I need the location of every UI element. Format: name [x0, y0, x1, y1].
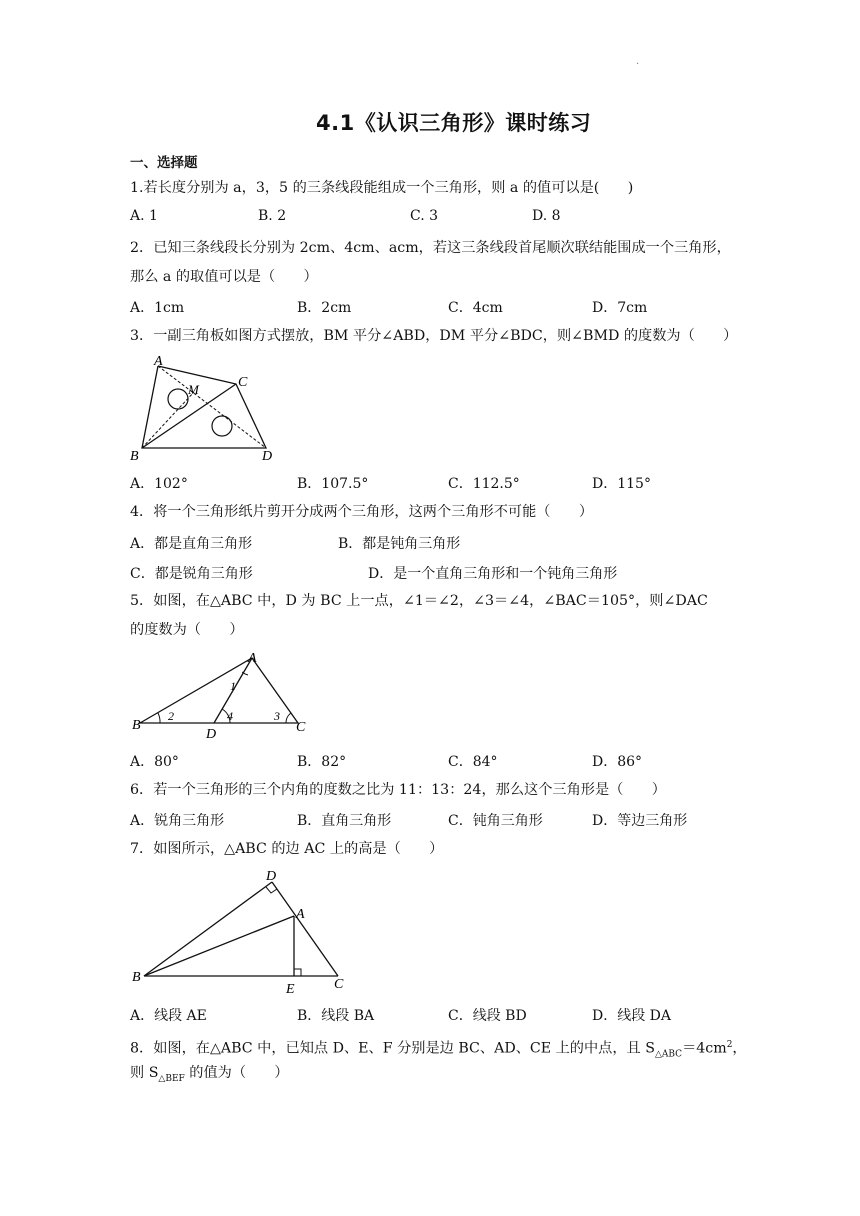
- q5-label-a: A: [248, 651, 257, 666]
- question-3-option-a: A．102°: [130, 476, 188, 492]
- question-2-stem-line2: 那么 a 的取值可以是（ ）: [130, 269, 318, 285]
- q5-label-angle-3: 3: [274, 709, 280, 723]
- question-5-option-a: A．80°: [130, 754, 179, 770]
- question-5-option-b: B．82°: [297, 754, 347, 770]
- question-4-option-a: A．都是直角三角形: [130, 536, 253, 552]
- q8-superscript: 2: [726, 1040, 733, 1050]
- page-title: 4.1《认识三角形》课时练习: [316, 111, 592, 135]
- question-7-option-c: C．线段 BD: [448, 1008, 527, 1024]
- q7-label-e: E: [286, 982, 295, 997]
- question-6-option-b: B．直角三角形: [297, 813, 392, 829]
- question-6-option-c: C．钝角三角形: [448, 813, 543, 829]
- question-6-stem: 6．若一个三角形的三个内角的度数之比为 11：13：24，那么这个三角形是（ ）: [130, 782, 666, 798]
- q7-segment-bd: [144, 882, 272, 976]
- q3-circle-1: [168, 389, 188, 409]
- q3-label-a: A: [154, 354, 163, 369]
- question-3-option-d: D．115°: [592, 476, 651, 492]
- question-8-stem: [130, 1035, 747, 1065]
- question-3-stem: 3．一副三角板如图方式摆放，BM 平分∠ABD，DM 平分∠BDC，则∠BMD 的度数为（ ）: [130, 328, 738, 344]
- q7-label-b: B: [132, 970, 141, 985]
- question-4-option-c: C．都是锐角三角形: [130, 566, 253, 582]
- question-7-option-a: A．线段 AE: [130, 1008, 207, 1024]
- q5-label-d: D: [206, 727, 217, 742]
- question-5-option-d: D．86°: [592, 754, 643, 770]
- question-7-option-d: D．线段 DA: [592, 1008, 672, 1024]
- question-2-option-b: B．2cm: [297, 300, 352, 316]
- question-2-option-c: C．4cm: [448, 300, 503, 316]
- question-7-stem: 7．如图所示，△ABC 的边 AC 上的高是（ ）: [130, 841, 444, 857]
- question-3-figure: [128, 352, 288, 462]
- q3-label-m: M: [188, 382, 199, 397]
- section-heading: 一、选择题: [130, 155, 198, 171]
- question-1-option-d: D. 8: [532, 208, 561, 224]
- question-5-stem-line2: 的度数为（ ）: [130, 622, 244, 638]
- q5-angle-3-arc: [286, 713, 291, 723]
- question-4-option-d: D．是一个直角三角形和一个钝角三角形: [368, 566, 618, 582]
- question-5-figure: [130, 648, 320, 742]
- q3-label-b: B: [130, 449, 139, 462]
- q5-label-b: B: [132, 718, 141, 733]
- q3-circle-2: [212, 416, 232, 436]
- q3-label-c: C: [238, 375, 248, 390]
- question-4-option-b: B．都是钝角三角形: [338, 536, 461, 552]
- question-7-figure: [128, 866, 358, 998]
- question-5-option-c: C．84°: [448, 754, 498, 770]
- question-8-stem-line2: [130, 1063, 289, 1089]
- q5-label-c: C: [296, 720, 306, 735]
- q8-subscript-abc: △ABC: [654, 1049, 683, 1060]
- question-1-option-b: B. 2: [258, 208, 287, 224]
- q8-stem-mid: ＝4cm: [682, 1040, 727, 1057]
- question-6-option-a: A．锐角三角形: [130, 813, 225, 829]
- question-2-stem: 2．已知三条线段长分别为 2cm、4cm、acm，若这三条线段首尾顺次联结能围成一个三角形，: [130, 240, 731, 256]
- question-6-option-d: D．等边三角形: [592, 813, 688, 829]
- question-2-option-a: A．1cm: [130, 300, 185, 316]
- q8-stem-text: 8．如图，在△ABC 中，已知点 D、E、F 分别是边 BC、AD、CE 上的中点，且 S: [130, 1040, 655, 1057]
- question-1-option-a: A. 1: [130, 208, 158, 224]
- q8-subscript-bef: △BEF: [158, 1073, 185, 1084]
- question-4-stem: 4．将一个三角形纸片剪开分成两个三角形，这两个三角形不可能（ ）: [130, 504, 594, 520]
- q7-right-angle-e: [294, 969, 301, 976]
- q7-segment-dc: [272, 882, 338, 976]
- question-7-option-b: B．线段 BA: [297, 1008, 375, 1024]
- question-3-option-b: B．107.5°: [297, 476, 369, 492]
- corner-mark: .: [636, 56, 640, 67]
- question-3-option-c: C．112.5°: [448, 476, 520, 492]
- q3-label-d: D: [262, 449, 273, 462]
- q8-line2-b: 的值为（ ）: [184, 1065, 289, 1081]
- q5-angle-2-arc: [158, 713, 160, 723]
- question-2-option-d: D．7cm: [592, 300, 648, 316]
- question-5-stem: 5．如图，在△ABC 中，D 为 BC 上一点，∠1＝∠2，∠3＝∠4，∠BAC＝105°，则∠DAC: [130, 593, 708, 609]
- q5-label-angle-1: 1: [230, 679, 236, 693]
- question-1-option-c: C. 3: [410, 208, 439, 224]
- q7-segment-ba: [144, 916, 294, 976]
- q7-label-a: A: [296, 907, 305, 922]
- q8-stem-end: ，: [732, 1040, 747, 1057]
- q5-label-angle-4: 4: [227, 709, 233, 723]
- q7-label-c: C: [334, 977, 344, 992]
- q5-label-angle-2: 2: [168, 709, 174, 723]
- q7-label-d: D: [266, 869, 277, 884]
- q8-line2-a: 则 S: [130, 1065, 159, 1081]
- question-1-stem: 1.若长度分别为 a，3，5 的三条线段能组成一个三角形，则 a 的值可以是( ): [130, 180, 634, 196]
